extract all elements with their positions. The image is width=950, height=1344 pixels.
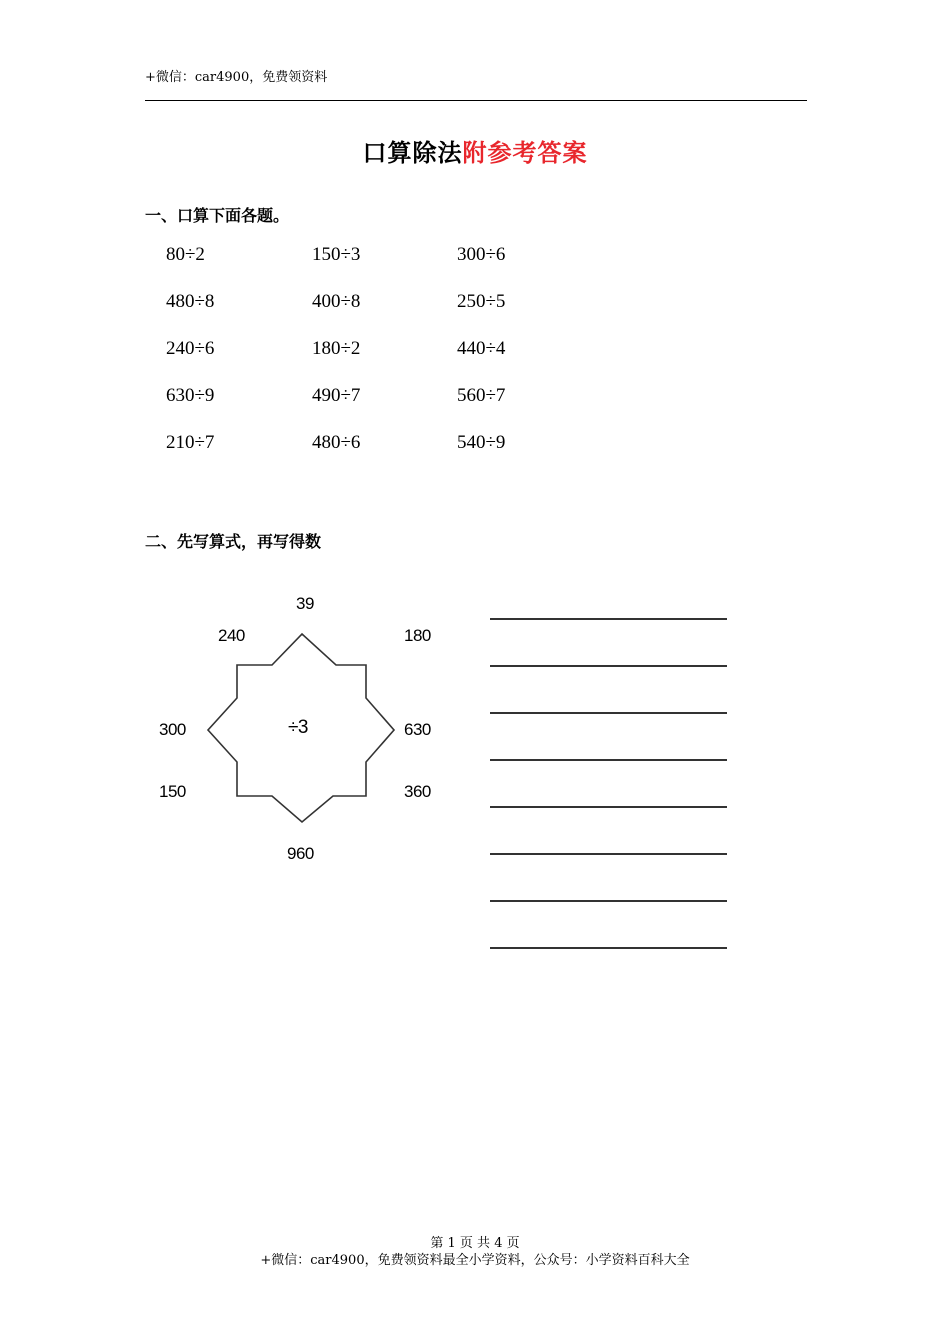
expression: 630÷9	[166, 385, 215, 406]
section-1-heading: 一、口算下面各题。	[145, 206, 290, 225]
page-number: 第 1 页 共 4 页	[430, 1236, 520, 1251]
expression: 240÷6	[166, 338, 215, 359]
section-2-heading: 二、先写算式，再写得数	[145, 532, 322, 551]
expression: 180÷2	[312, 338, 361, 359]
title-highlight: 附参考答案	[462, 138, 588, 167]
expression: 480÷8	[166, 291, 215, 312]
expression: 560÷7	[457, 385, 506, 406]
answer-line[interactable]	[490, 900, 727, 902]
number-right: 630	[404, 720, 431, 739]
expression: 80÷2	[166, 244, 205, 265]
expression: 480÷6	[312, 432, 361, 453]
expression: 400÷8	[312, 291, 361, 312]
answer-line[interactable]	[490, 665, 727, 667]
number-left: 300	[159, 720, 186, 739]
number-bottom-left: 150	[159, 782, 186, 801]
number-top-right: 180	[404, 626, 431, 645]
expression: 490÷7	[312, 385, 361, 406]
expression: 540÷9	[457, 432, 506, 453]
footer-text: +微信：car4900，免费领资料最全小学资料，公众号：小学资料百科大全	[260, 1253, 690, 1268]
answer-line[interactable]	[490, 618, 727, 620]
expression: 210÷7	[166, 432, 215, 453]
number-bottom-right: 360	[404, 782, 431, 801]
title-main: 口算除法	[362, 138, 463, 167]
number-top-left: 240	[218, 626, 245, 645]
header-text: +微信：car4900，免费领资料	[145, 70, 328, 85]
answer-line[interactable]	[490, 759, 727, 761]
answer-line[interactable]	[490, 853, 727, 855]
answer-line[interactable]	[490, 947, 727, 949]
expression: 440÷4	[457, 338, 506, 359]
expression: 150÷3	[312, 244, 361, 265]
number-bottom: 960	[287, 844, 314, 863]
answer-line[interactable]	[490, 806, 727, 808]
answer-line[interactable]	[490, 712, 727, 714]
number-top: 39	[296, 594, 314, 613]
expression: 300÷6	[457, 244, 506, 265]
center-operator-label: ÷3	[288, 717, 308, 738]
expression: 250÷5	[457, 291, 506, 312]
